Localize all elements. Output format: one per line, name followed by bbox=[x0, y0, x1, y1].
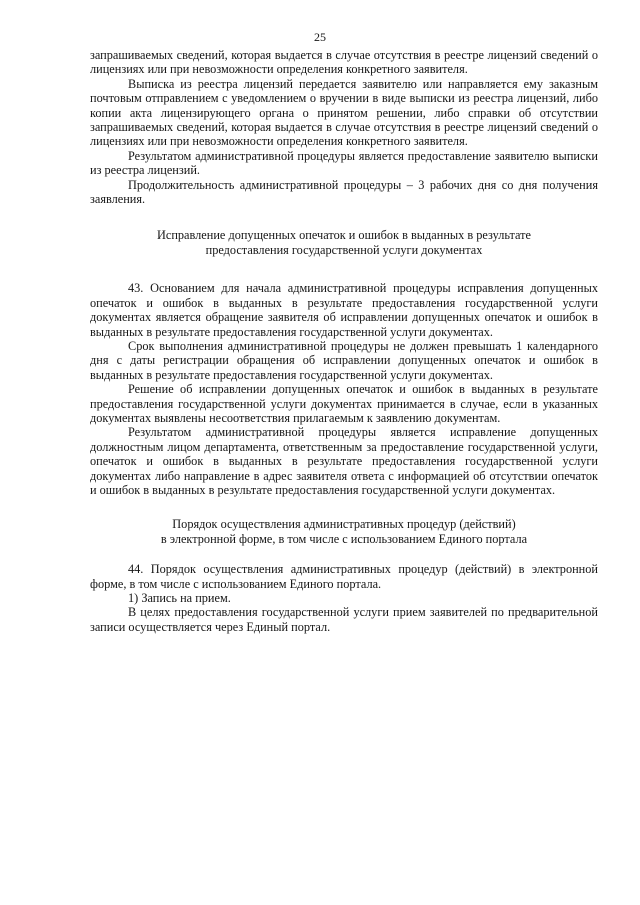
paragraph-appointment: 1) Запись на прием. bbox=[128, 591, 231, 605]
section-heading-electronic-line1: Порядок осуществления административных процедур (действий) bbox=[172, 517, 516, 532]
paragraph-44: 44. Порядок осуществления административных процедур (действий) в электронной форме, в том числе с использованием Единого портала. bbox=[90, 562, 598, 591]
paragraph-extract-delivery: Выписка из реестра лицензий передается заявителю или направляется ему заказным почтовым отправлением с уведомлением о вручении в виде выписки из реестра лицензий, либо копии акта лицензирующего органа о принятом решении, либо справки об отсутствии запрашиваемых сведений, которая выдается в случае отсутствия в реестре лицензий сведений о лицензиях или при невозможности определения конкретного заявителя. bbox=[90, 76, 598, 149]
section-heading-electronic-line2: в электронной форме, в том числе с использованием Единого портала bbox=[160, 531, 528, 546]
paragraph-43: 43. Основанием для начала административной процедуры исправления допущенных опечаток и ошибок в выданных в результате предоставления государственной услуги документах является обращение заявителя об исправлении допущенных опечаток и ошибок в выданных в результате предоставления государственной услуги документах. bbox=[90, 281, 598, 339]
paragraph-correction-decision: Решение об исправлении допущенных опечаток и ошибок в выданных в результате предоставления государственной услуги документах принимается в случае, если в указанных документах выявлены несоответствия прилагаемым к заявлению документам. bbox=[90, 382, 598, 425]
paragraph-continuation: запрашиваемых сведений, которая выдается в случае отсутствия в реестре лицензий сведений о лицензиях или при невозможности определения конкретного заявителя. bbox=[90, 48, 598, 77]
section-heading-corrections-line2: предоставления государственной услуги документах bbox=[205, 242, 483, 257]
paragraph-correction-deadline: Срок выполнения административной процедуры не должен превышать 1 календарного дня с даты регистрации обращения об исправлении допущенных опечаток и ошибок в выданных в результате предоставления государственной услуги документах. bbox=[90, 338, 598, 382]
section-heading-corrections-line1: Исправление допущенных опечаток и ошибок в выданных в результате bbox=[156, 228, 531, 243]
document-body bbox=[90, 48, 598, 634]
page-number: 25 bbox=[314, 30, 326, 44]
paragraph-correction-result: Результатом административной процедуры является исправление допущенных должностным лицом департамента, ответственным за предоставление государственной услуги, опечаток и ошибок в выданных в результате предоставления государственной услуги документах либо направление в адрес заявителя ответа с информацией об отсутствии опечаток и ошибок в выданных в результате предоставления государственной услуги документах. bbox=[90, 425, 598, 497]
section-heading-corrections bbox=[90, 228, 598, 257]
paragraph-procedure-duration: Продолжительность административной процедуры – 3 рабочих дня со дня получения заявления. bbox=[90, 177, 598, 207]
paragraph-procedure-result: Результатом административной процедуры является предоставление заявителю выписки из реестра лицензий. bbox=[90, 148, 598, 178]
paragraph-appointment-portal: В целях предоставления государственной услуги прием заявителей по предварительной записи осуществляется через Единый портал. bbox=[90, 605, 598, 634]
section-heading-electronic bbox=[90, 517, 598, 546]
